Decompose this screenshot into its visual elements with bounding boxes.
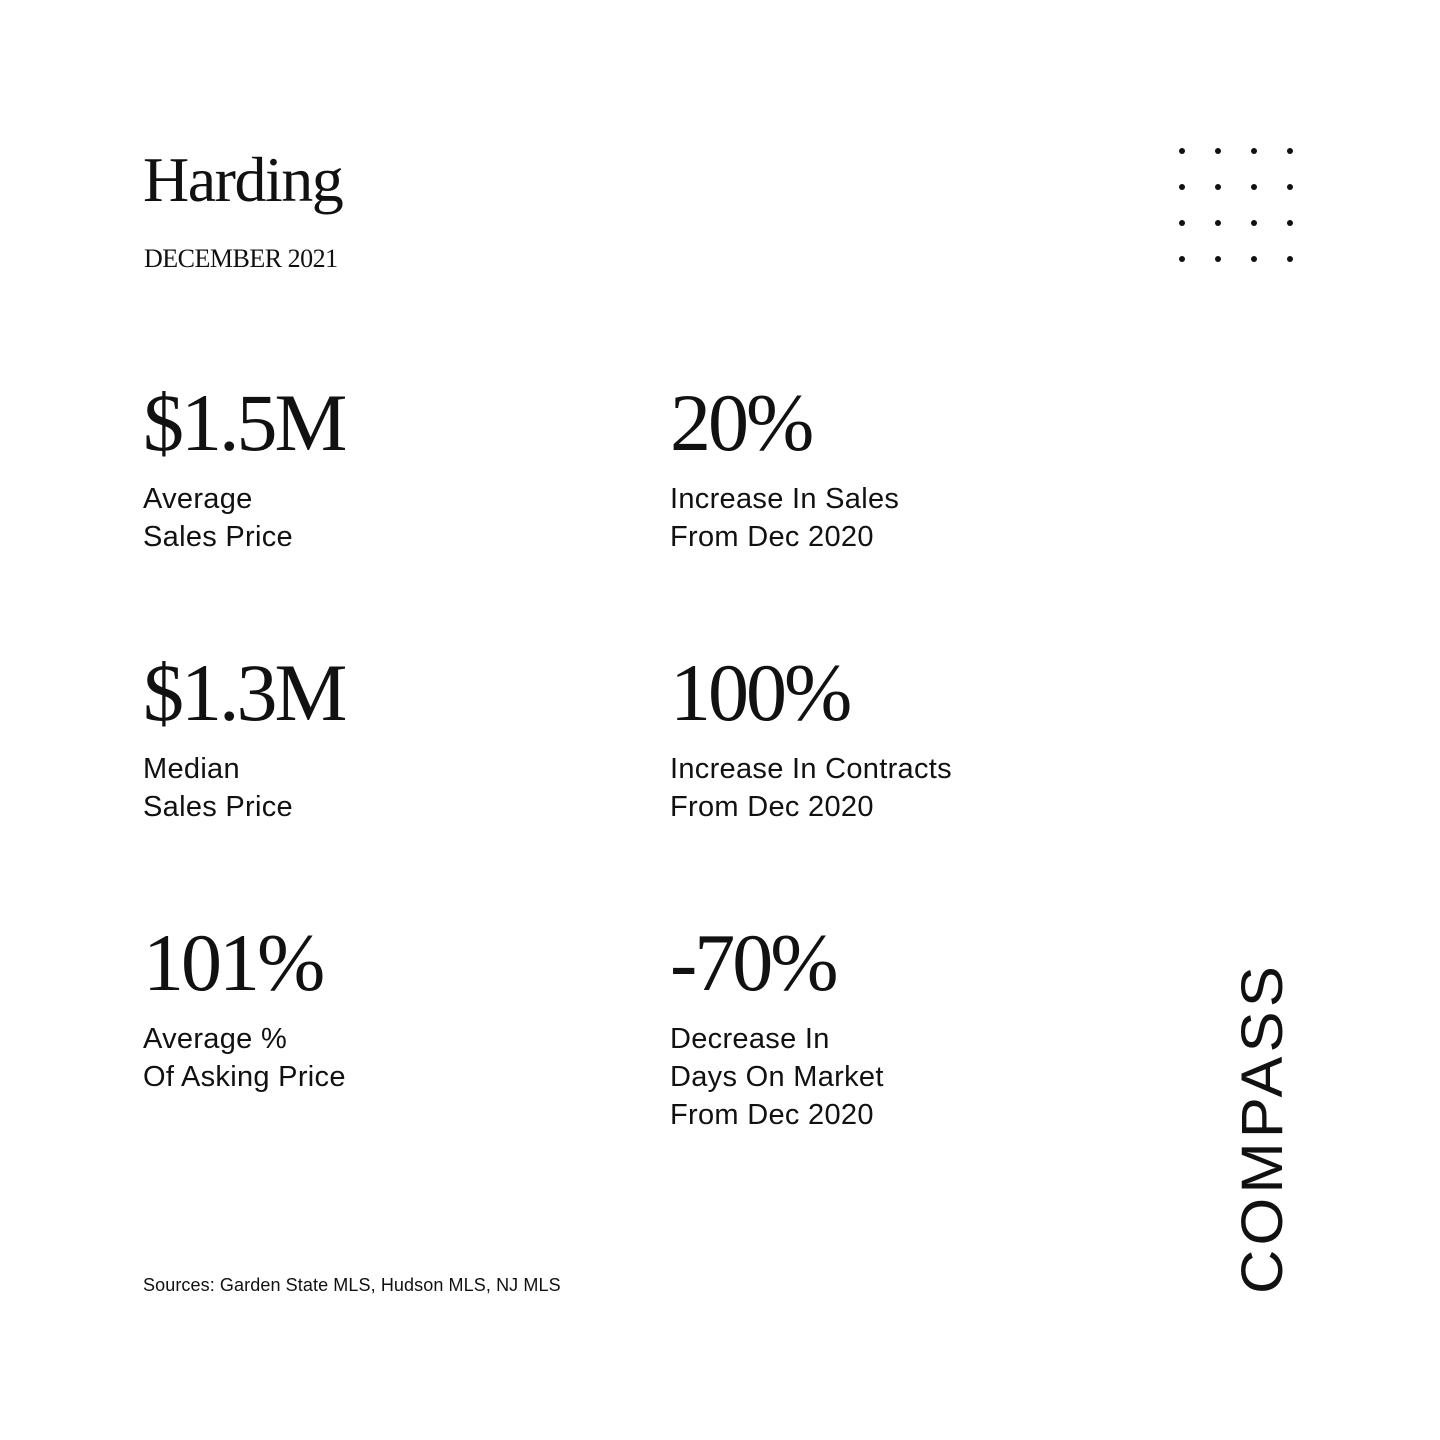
stat-median-sales-price <box>143 647 345 826</box>
stat-label <box>670 750 952 826</box>
stat-label-line: Increase In Contracts <box>670 753 952 785</box>
stat-label <box>670 480 899 556</box>
stat-label-line: Sales Price <box>143 521 293 553</box>
stat-label-line: Median <box>143 753 240 785</box>
stat-increase-in-sales <box>670 377 900 556</box>
stat-label <box>670 1020 884 1134</box>
stat-label <box>143 1020 346 1096</box>
stat-average-sales-price <box>143 377 345 556</box>
stat-value: 101% <box>143 917 323 1008</box>
dot-grid-icon <box>1176 145 1300 269</box>
stat-value: $1.3M <box>143 647 345 738</box>
page-title: Harding <box>143 144 343 215</box>
compass-logo-text: COMPASS <box>1230 980 1295 1294</box>
stat-label-line: Decrease In <box>670 1023 830 1055</box>
page-subtitle-date: DECEMBER 2021 <box>144 244 338 273</box>
stat-decrease-in-days-on-market <box>670 917 884 1134</box>
stat-value: 100% <box>670 647 850 738</box>
compass-logo <box>1230 958 1295 1294</box>
stat-increase-in-contracts <box>670 647 952 826</box>
stat-label-line: From Dec 2020 <box>670 521 874 553</box>
stat-label <box>143 750 344 826</box>
stat-label-line: Of Asking Price <box>143 1061 346 1093</box>
stat-label-line: Average % <box>143 1023 288 1055</box>
stat-label-line: From Dec 2020 <box>670 791 874 823</box>
stat-average-percent-of-asking <box>143 917 346 1096</box>
sources-footnote: Sources: Garden State MLS, Hudson MLS, NJ MLS <box>143 1275 561 1295</box>
stat-label <box>143 480 344 556</box>
stat-value: -70% <box>670 917 836 1008</box>
stat-label-line: Increase In Sales <box>670 483 900 515</box>
stat-value: 20% <box>670 377 812 468</box>
stat-label-line: Days On Market <box>670 1061 884 1093</box>
stat-label-line: Sales Price <box>143 791 293 823</box>
stat-label-line: Average <box>143 483 253 515</box>
stat-label-line: From Dec 2020 <box>670 1099 874 1131</box>
stat-value: $1.5M <box>143 377 345 468</box>
